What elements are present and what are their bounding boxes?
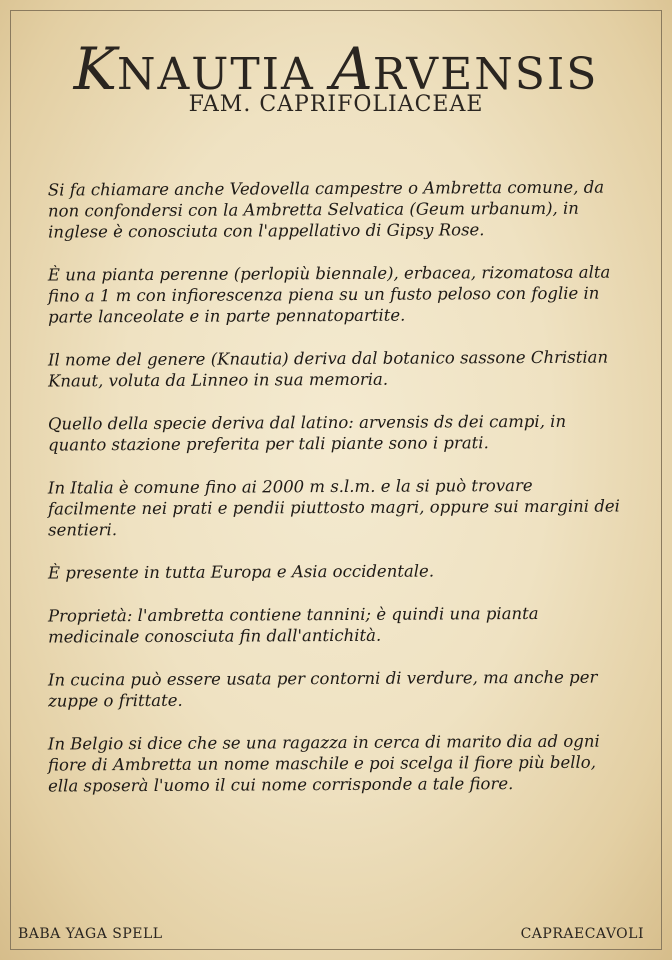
handwritten-text-body [48, 178, 624, 817]
title-initial-k: K [73, 35, 117, 103]
page-title [0, 35, 672, 103]
footer-credit-left: BABA YAGA SPELL [18, 926, 163, 942]
title-initial-a: A [330, 35, 373, 103]
paragraph-cooking: In cucina può essere usata per contorni di verdure, ma anche per zuppe o frittate. [47, 667, 598, 711]
paragraph-species: Quello della specie deriva dal latino: arvensis ds dei campi, in quanto stazione preferita per tali piante sono i prati. [47, 411, 567, 455]
paragraph-description: È una pianta perenne (perlopiù biennale), erbacea, rizomatosa alta fino a 1 m con infiorescenza piena su un fusto peloso con foglie in parte lanceolate e in parte pennatopartite. [47, 262, 611, 327]
paragraph-distribution: È presente in tutta Europa e Asia occidentale. [47, 561, 435, 583]
footer-credit-right: CAPRAECAVOLI [520, 926, 644, 942]
paragraph-genus: Il nome del genere (Knautia) deriva dal botanico sassone Christian Knaut, voluta da Linneo in sua memoria. [47, 347, 609, 391]
paragraph-habitat: In Italia è comune fino ai 2000 m s.l.m. e la si può trovare facilmente nei prati e pendii piuttosto magri, oppure sui margini dei sentieri. [47, 475, 620, 540]
paragraph-names: Si fa chiamare anche Vedovella campestre o Ambretta comune, da non confondersi con la Ambretta Selvatica (Geum urbanum), in inglese è conosciuta con l'appellativo di Gipsy Rose. [47, 177, 605, 242]
family-subtitle: FAM. CAPRIFOLIACEAE [188, 92, 484, 117]
paragraph-folklore: In Belgio si dice che se una ragazza in cerca di marito dia ad ogni fiore di Ambretta un nome maschile e poi scelga il fiore più bello, ella sposerà l'uomo il cui nome corrisponde a tale fiore. [47, 731, 600, 796]
title-word-2: RVENSIS [372, 49, 599, 100]
paragraph-properties: Proprietà: l'ambretta contiene tannini; è quindi una pianta medicinale conosciuta fin dall'antichità. [47, 603, 539, 647]
title-word-1: NAUTIA [116, 49, 315, 100]
